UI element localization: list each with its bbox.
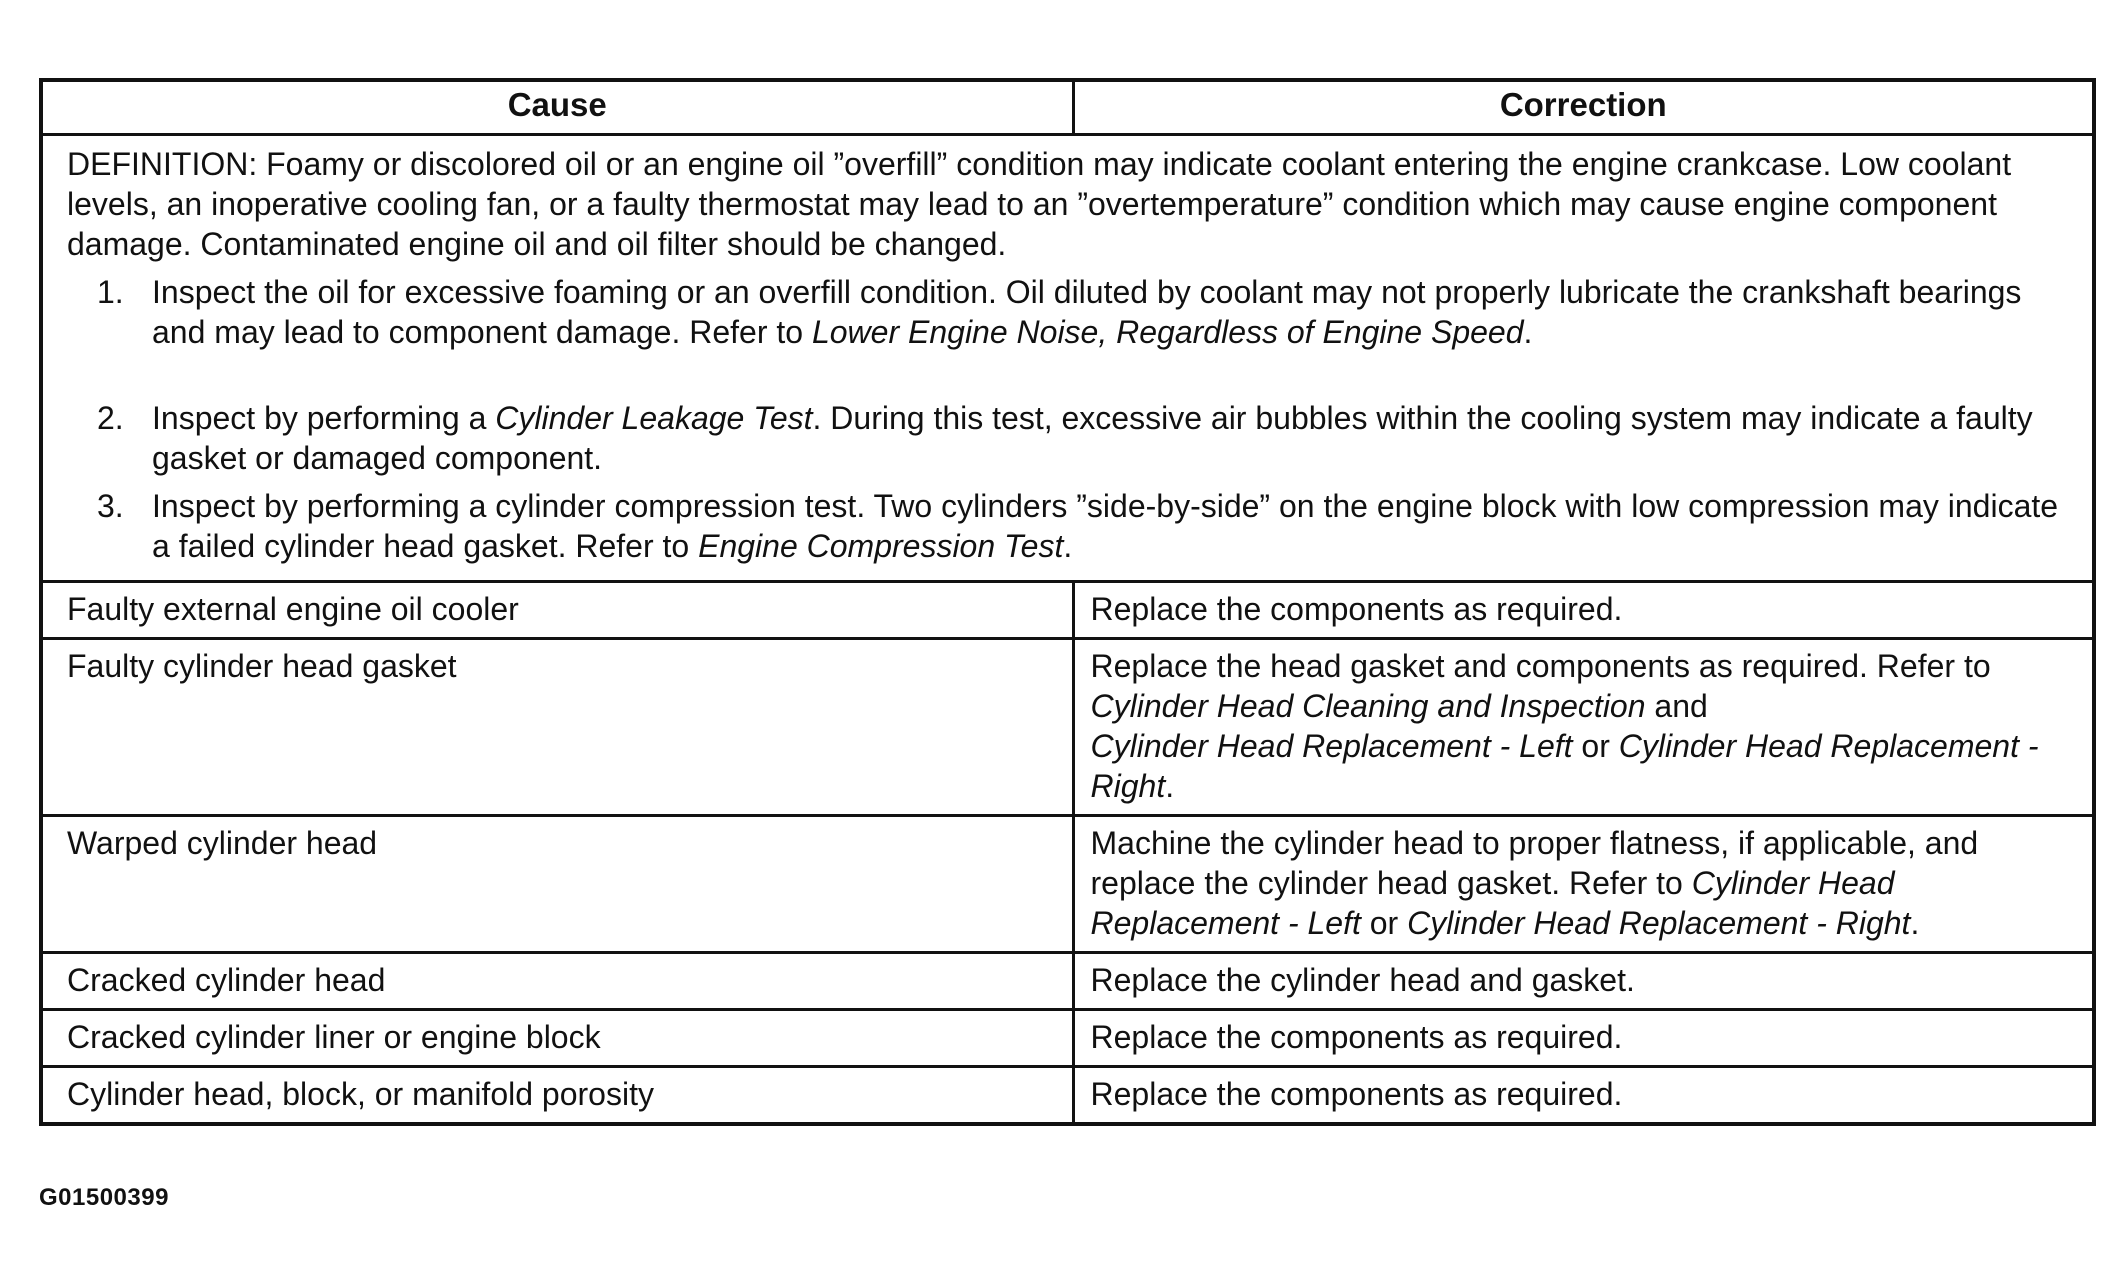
- cause-cell: Faulty cylinder head gasket: [43, 638, 1073, 815]
- cause-cell: Cracked cylinder liner or engine block: [43, 1009, 1073, 1066]
- correction-cell: Replace the components as required.: [1073, 581, 2092, 638]
- cause-header: Cause: [43, 82, 1073, 134]
- definition-text: DEFINITION: Foamy or discolored oil or an engine oil ”overfill” condition may indicate coolant entering the engine crankcase. Low coolant levels, an inoperative cooling fan, or a faulty thermostat may lead to an ”overtemperature” condition which may cause engine component damage. Contaminated engine oil and oil filter should be changed.: [67, 145, 2012, 262]
- correction-cell: [1073, 638, 2092, 815]
- correction-reference: Cylinder Head Cleaning and Inspection: [1090, 687, 1646, 724]
- correction-cell: [1073, 815, 2092, 952]
- table-row: [43, 581, 2092, 638]
- cause-cell: Cylinder head, block, or manifold porosity: [43, 1066, 1073, 1122]
- correction-cell: Replace the components as required.: [1073, 1066, 2092, 1122]
- step-reference: Lower Engine Noise, Regardless of Engine Speed: [811, 313, 1524, 350]
- definition-cell: [43, 134, 2092, 581]
- step-reference: Engine Compression Test: [698, 527, 1064, 564]
- cause-cell: Warped cylinder head: [43, 815, 1073, 952]
- correction-text: .: [1165, 767, 1175, 804]
- correction-text: .: [1910, 904, 1920, 941]
- cause-cell: Cracked cylinder head: [43, 952, 1073, 1009]
- inspection-steps: [67, 272, 2078, 566]
- correction-text: Machine the cylinder head to proper flatness, if applicable, and replace the cylinder head gasket. Refer to: [1090, 824, 1979, 901]
- step-reference: Cylinder Leakage Test: [495, 399, 813, 436]
- step-item: [67, 398, 2078, 478]
- correction-reference: Cylinder Head Replacement - Left: [1090, 864, 1895, 941]
- step-text: Inspect by performing a: [152, 399, 496, 436]
- correction-cell: Replace the cylinder head and gasket.: [1073, 952, 2092, 1009]
- table-row: [43, 815, 2092, 952]
- cause-correction-table: [43, 82, 2092, 1122]
- table-row: [43, 1009, 2092, 1066]
- step-text-end: .: [1063, 527, 1073, 564]
- step-item: [67, 272, 2078, 352]
- header-row: [43, 82, 2092, 134]
- correction-text: or: [1360, 904, 1408, 941]
- figure-id: G01500399: [39, 1184, 169, 1211]
- step-text-end: . During this test, excessive air bubbles within the cooling system may indicate a faulty gasket or damaged component.: [152, 399, 2033, 476]
- correction-cell: Replace the components as required.: [1073, 1009, 2092, 1066]
- correction-text: and: [1645, 687, 1708, 724]
- step-text: Inspect by performing a cylinder compression test. Two cylinders ”side-by-side” on the engine block with low compression may indicate a failed cylinder head gasket. Refer to: [152, 487, 2059, 564]
- cause-cell: Faulty external engine oil cooler: [43, 581, 1073, 638]
- step-number: 3.: [97, 487, 124, 524]
- correction-reference: Cylinder Head Replacement - Right: [1090, 727, 2039, 804]
- step-text: Inspect the oil for excessive foaming or an overfill condition. Oil diluted by coolant may not properly lubricate the crankshaft bearings and may lead to component damage. Refer to: [152, 273, 2022, 350]
- step-number: 2.: [97, 399, 124, 436]
- table-row: [43, 952, 2092, 1009]
- correction-text: or: [1572, 727, 1619, 764]
- diagnostic-table: [39, 78, 2096, 1126]
- step-number: 1.: [97, 273, 124, 310]
- table-row: [43, 638, 2092, 815]
- table-row: [43, 1066, 2092, 1122]
- step-text-end: .: [1523, 313, 1533, 350]
- definition-row: [43, 134, 2092, 581]
- correction-reference: Cylinder Head Replacement - Right: [1407, 904, 1911, 941]
- step-item: [67, 486, 2078, 566]
- correction-header: Correction: [1073, 82, 2092, 134]
- correction-text: Replace the head gasket and components as required. Refer to: [1090, 647, 1991, 684]
- correction-reference: Cylinder Head Replacement - Left: [1090, 727, 1573, 764]
